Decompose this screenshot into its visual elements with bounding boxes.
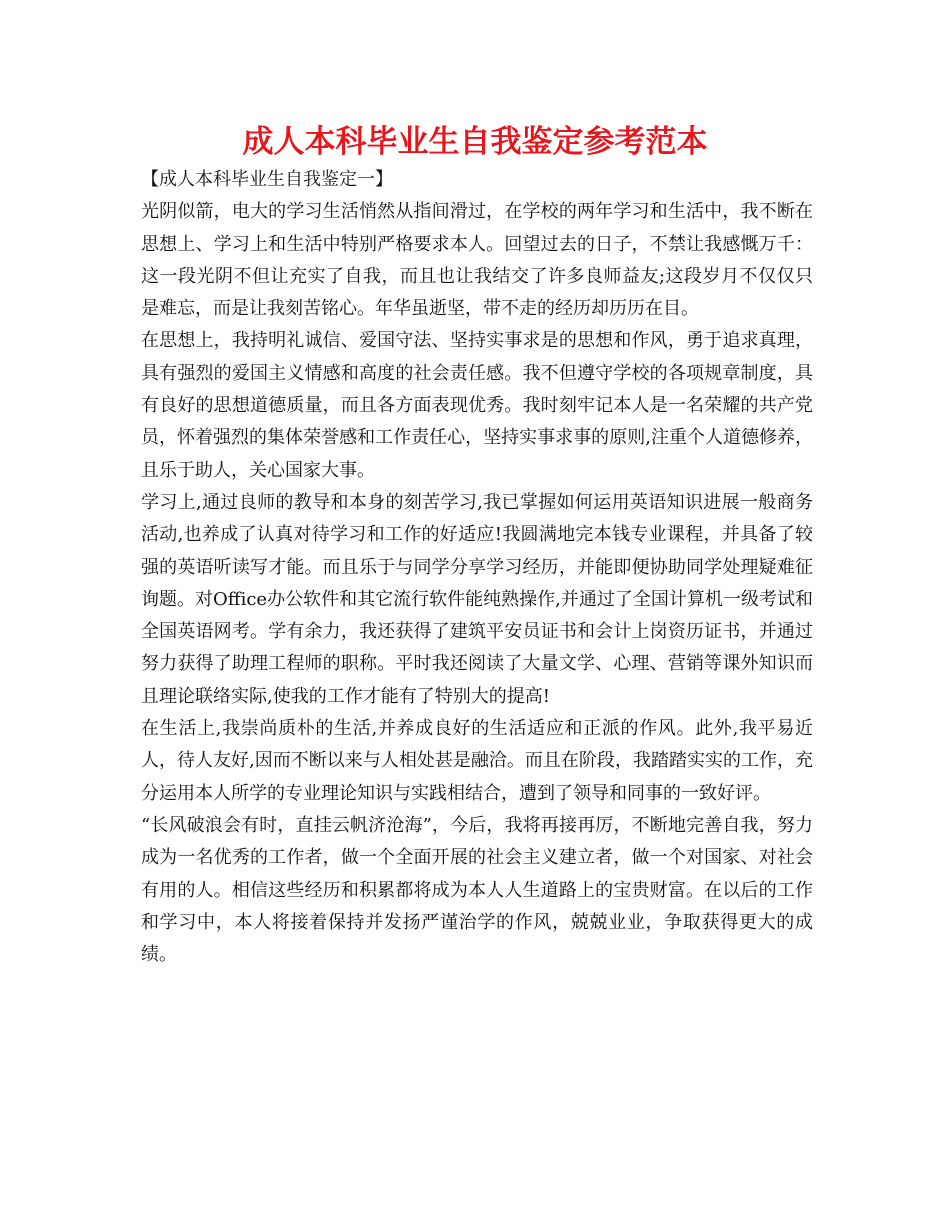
paragraph-life: 在生活上,我崇尚质朴的生活,并养成良好的生活适应和正派的作风。此外,我平易近人，待人友好,因而不断以来与人相处甚是融洽。而且在阶段，我踏踏实实的工作，充分运用本人所学的专业理论知识与实践相结合，遭到了领导和同事的一致好评。: [141, 718, 813, 804]
paragraph-ideology: 在思想上，我持明礼诚信、爱国守法、坚持实事求是的思想和作风，勇于追求真理，具有强烈的爱国主义情感和高度的社会责任感。我不但遵守学校的各项规章制度，具有良好的思想道德质量，而且各方面表现优秀。我时刻牢记本人是一名荣耀的共产党员，怀着强烈的集体荣誉感和工作责任心，坚持实事求事的原则,注重个人道德修养，且乐于助人，关心国家大事。: [141, 330, 813, 481]
section-heading: 【成人本科毕业生自我鉴定一】: [141, 169, 393, 190]
document-body: [141, 164, 813, 971]
paragraph-intro: 光阴似箭，电大的学习生活悄然从指间滑过，在学校的两年学习和生活中，我不断在思想上、学习上和生活中特别严格要求本人。回望过去的日子，不禁让我感慨万千：这一段光阴不但让充实了自我，而且也让我结交了许多良师益友;这段岁月不仅仅只是难忘，而是让我刻苦铭心。年华虽逝坚，带不走的经历却历历在目。: [141, 201, 813, 320]
paragraph-study: 学习上,通过良师的教导和本身的刻苦学习,我已掌握如何运用英语知识进展一般商务活动,也养成了认真对待学习和工作的好适应!我圆满地完本钱专业课程，并具备了较强的英语听读写才能。而且乐于与同学分享学习经历，并能即便协助同学处理疑难征询题。对Office办公软件和其它流行软件能纯熟操作,并通过了全国计算机一级考试和全国英语网考。学有余力，我还获得了建筑平安员证书和会计上岗资历证书，并通过努力获得了助理工程师的职称。平时我还阅读了大量文学、心理、营销等课外知识而且理论联络实际,使我的工作才能有了特别大的提高!: [141, 491, 813, 707]
paragraph-conclusion: “长风破浪会有时，直挂云帆济沧海”，今后，我将再接再厉，不断地完善自我，努力成为一名优秀的工作者，做一个全面开展的社会主义建立者，做一个对国家、对社会有用的人。相信这些经历和积累都将成为本人人生道路上的宝贵财富。在以后的工作和学习中，本人将接着保持并发扬严谨治学的作风，兢兢业业，争取获得更大的成绩。: [141, 814, 813, 966]
document-title: 成人本科毕业生自我鉴定参考范本: [242, 124, 708, 160]
